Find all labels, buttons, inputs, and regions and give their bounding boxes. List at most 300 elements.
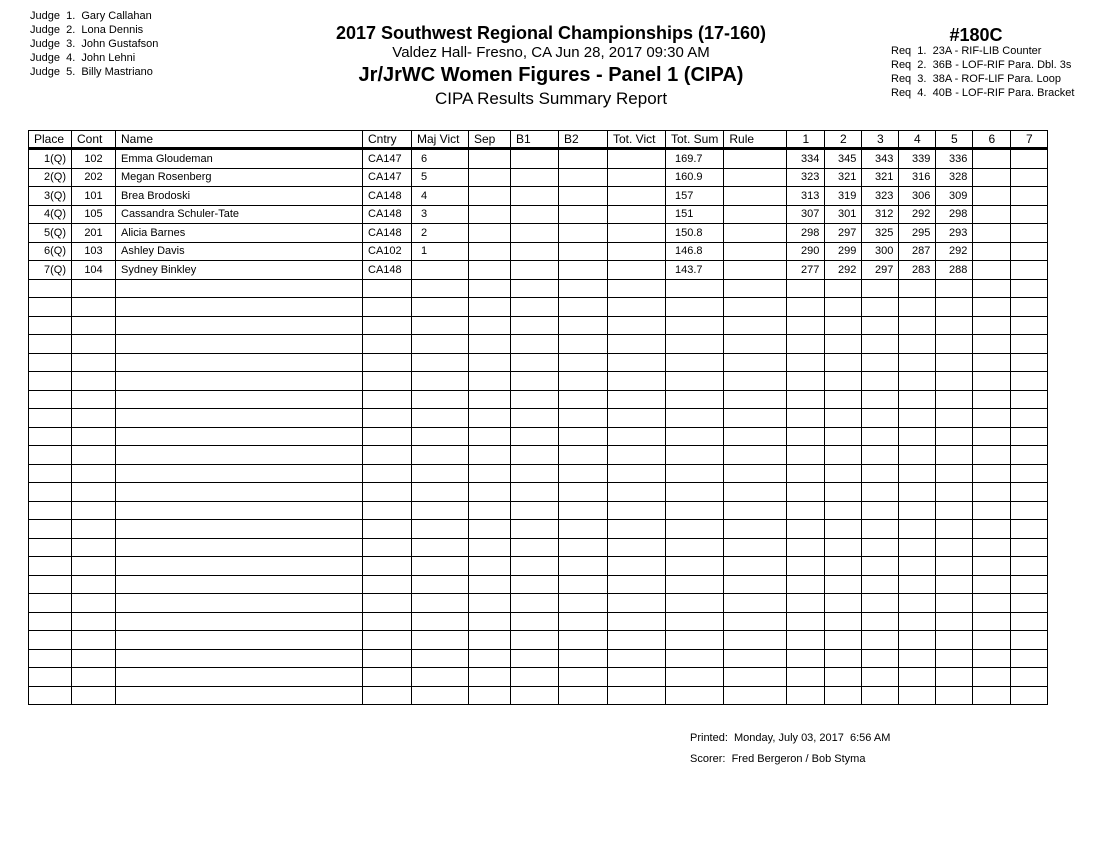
empty-cell [724,335,787,354]
empty-cell [116,668,363,687]
empty-cell [469,649,511,668]
cell-j6 [973,242,1011,261]
empty-cell [29,353,72,372]
empty-cell [363,298,412,317]
empty-cell [363,668,412,687]
empty-cell [666,538,724,557]
cell-j1: 290 [787,242,825,261]
empty-cell [116,316,363,335]
cell-j6 [973,168,1011,187]
empty-cell [862,483,899,502]
event-title: Jr/JrWC Women Figures - Panel 1 (CIPA) [358,64,744,86]
empty-cell [666,686,724,705]
empty-cell [72,612,116,631]
cell-b1 [511,261,559,280]
cell-b1 [511,224,559,243]
cell-j7 [1011,149,1048,169]
cell-j6 [973,261,1011,280]
cell-maj-vict: 1 [412,242,469,261]
cell-cont: 105 [72,205,116,224]
empty-cell [412,649,469,668]
cell-j1: 323 [787,168,825,187]
empty-cell [724,520,787,539]
col-tot-vict: Tot. Vict [608,131,666,149]
empty-cell [608,575,666,594]
empty-cell [116,298,363,317]
empty-cell [899,298,936,317]
empty-cell [511,612,559,631]
cell-j3: 312 [862,205,899,224]
empty-cell [559,557,608,576]
empty-cell [936,575,973,594]
empty-cell [899,446,936,465]
printed-date: Printed: Monday, July 03, 2017 6:56 AM [690,732,891,744]
empty-cell [666,390,724,409]
empty-table-row [29,575,1048,594]
report-footer [690,728,890,770]
empty-cell [787,316,825,335]
empty-cell [666,298,724,317]
cell-rule [724,187,787,206]
empty-cell [363,594,412,613]
empty-cell [116,612,363,631]
empty-cell [72,427,116,446]
empty-cell [787,483,825,502]
cell-b2 [559,242,608,261]
cell-j4: 316 [899,168,936,187]
empty-cell [862,501,899,520]
empty-cell [469,316,511,335]
empty-cell [973,446,1011,465]
empty-cell [412,575,469,594]
cell-name: Brea Brodoski [116,187,363,206]
empty-cell [1011,668,1048,687]
empty-cell [787,538,825,557]
empty-cell [787,298,825,317]
empty-cell [787,668,825,687]
empty-cell [363,316,412,335]
empty-cell [1011,353,1048,372]
cell-rule [724,168,787,187]
table-row [29,205,1048,224]
empty-table-row [29,649,1048,668]
empty-cell [72,446,116,465]
empty-cell [72,298,116,317]
empty-cell [724,298,787,317]
empty-cell [899,409,936,428]
empty-cell [724,631,787,650]
empty-cell [363,631,412,650]
empty-table-row [29,335,1048,354]
empty-cell [862,520,899,539]
empty-cell [412,520,469,539]
col-cont: Cont [72,131,116,149]
col-b2: B2 [559,131,608,149]
empty-cell [899,483,936,502]
empty-cell [666,427,724,446]
empty-table-row [29,686,1048,705]
empty-cell [825,501,862,520]
empty-cell [825,446,862,465]
empty-cell [825,335,862,354]
empty-cell [116,631,363,650]
empty-cell [72,390,116,409]
empty-cell [973,279,1011,298]
empty-cell [862,575,899,594]
empty-cell [862,390,899,409]
empty-cell [899,501,936,520]
empty-cell [936,409,973,428]
empty-cell [469,409,511,428]
empty-cell [825,649,862,668]
empty-table-row [29,483,1048,502]
empty-cell [899,372,936,391]
empty-cell [469,279,511,298]
cell-tot-sum: 143.7 [666,261,724,280]
empty-cell [973,631,1011,650]
col-judge-4: 4 [899,131,936,149]
empty-cell [608,316,666,335]
empty-cell [1011,631,1048,650]
empty-cell [936,483,973,502]
event-number: #180C [949,25,1003,45]
empty-cell [787,353,825,372]
empty-cell [511,316,559,335]
empty-cell [973,649,1011,668]
empty-cell [608,612,666,631]
empty-cell [787,446,825,465]
cell-cntry: CA147 [363,168,412,187]
cell-place: 5(Q) [29,224,72,243]
empty-cell [724,409,787,428]
empty-cell [116,427,363,446]
empty-cell [116,557,363,576]
empty-cell [1011,594,1048,613]
empty-cell [973,409,1011,428]
empty-cell [29,335,72,354]
empty-cell [559,612,608,631]
empty-cell [72,372,116,391]
empty-cell [825,353,862,372]
cell-tot-vict [608,224,666,243]
empty-cell [973,427,1011,446]
empty-cell [72,631,116,650]
empty-cell [116,594,363,613]
empty-cell [936,298,973,317]
empty-cell [936,631,973,650]
empty-cell [973,464,1011,483]
empty-cell [724,649,787,668]
empty-cell [412,501,469,520]
cell-j1: 313 [787,187,825,206]
empty-table-row [29,538,1048,557]
empty-cell [116,575,363,594]
cell-name: Sydney Binkley [116,261,363,280]
table-row [29,242,1048,261]
empty-cell [973,686,1011,705]
col-b1: B1 [511,131,559,149]
empty-cell [666,520,724,539]
empty-cell [29,686,72,705]
empty-cell [973,538,1011,557]
empty-cell [29,668,72,687]
col-judge-1: 1 [787,131,825,149]
empty-cell [973,520,1011,539]
empty-cell [825,483,862,502]
empty-table-row [29,427,1048,446]
empty-cell [363,557,412,576]
cell-name: Megan Rosenberg [116,168,363,187]
cell-place: 1(Q) [29,149,72,169]
empty-cell [973,668,1011,687]
empty-table-row [29,279,1048,298]
cell-j4: 283 [899,261,936,280]
empty-cell [1011,649,1048,668]
cell-j2: 299 [825,242,862,261]
cell-sep [469,187,511,206]
empty-cell [899,575,936,594]
empty-cell [825,279,862,298]
cell-tot-vict [608,261,666,280]
empty-cell [936,279,973,298]
empty-cell [511,279,559,298]
empty-cell [608,649,666,668]
col-judge-7: 7 [1011,131,1048,149]
cell-cont: 104 [72,261,116,280]
empty-cell [825,520,862,539]
empty-cell [724,353,787,372]
empty-cell [559,298,608,317]
cell-cntry: CA148 [363,224,412,243]
empty-cell [787,390,825,409]
empty-cell [511,409,559,428]
empty-cell [29,594,72,613]
empty-cell [363,649,412,668]
empty-cell [511,446,559,465]
empty-cell [29,409,72,428]
empty-cell [1011,446,1048,465]
empty-cell [899,464,936,483]
empty-cell [469,631,511,650]
empty-cell [469,575,511,594]
empty-cell [973,612,1011,631]
event-info [886,24,1100,100]
cell-j4: 295 [899,224,936,243]
empty-cell [469,501,511,520]
empty-cell [559,353,608,372]
empty-cell [29,538,72,557]
empty-cell [666,335,724,354]
empty-cell [116,279,363,298]
empty-cell [412,427,469,446]
col-cntry: Cntry [363,131,412,149]
cell-sep [469,149,511,169]
empty-cell [825,575,862,594]
empty-cell [936,501,973,520]
empty-cell [29,649,72,668]
empty-cell [29,298,72,317]
cell-j1: 277 [787,261,825,280]
cell-j1: 298 [787,224,825,243]
empty-cell [29,390,72,409]
empty-cell [469,390,511,409]
empty-cell [469,686,511,705]
empty-cell [608,390,666,409]
empty-cell [825,316,862,335]
empty-cell [936,316,973,335]
cell-sep [469,224,511,243]
empty-cell [559,631,608,650]
empty-cell [559,686,608,705]
empty-cell [412,372,469,391]
empty-cell [862,538,899,557]
table-header-row [29,131,1048,149]
cell-maj-vict: 3 [412,205,469,224]
col-maj-vict: Maj Vict [412,131,469,149]
cell-j2: 301 [825,205,862,224]
empty-cell [608,686,666,705]
cell-cont: 103 [72,242,116,261]
empty-cell [724,557,787,576]
empty-cell [936,372,973,391]
empty-cell [363,538,412,557]
empty-cell [787,520,825,539]
empty-cell [559,316,608,335]
empty-cell [787,612,825,631]
empty-cell [116,353,363,372]
empty-cell [412,686,469,705]
cell-b1 [511,149,559,169]
empty-cell [511,298,559,317]
empty-cell [469,557,511,576]
empty-cell [608,335,666,354]
cell-name: Alicia Barnes [116,224,363,243]
table-row [29,261,1048,280]
empty-cell [608,446,666,465]
empty-cell [608,557,666,576]
empty-cell [862,631,899,650]
cell-j5: 336 [936,149,973,169]
empty-cell [72,649,116,668]
empty-cell [787,464,825,483]
empty-cell [559,279,608,298]
empty-cell [1011,390,1048,409]
empty-cell [936,446,973,465]
empty-cell [936,335,973,354]
cell-j3: 343 [862,149,899,169]
empty-cell [724,501,787,520]
empty-cell [724,612,787,631]
cell-j2: 321 [825,168,862,187]
cell-j7 [1011,168,1048,187]
table-row [29,149,1048,169]
empty-cell [511,557,559,576]
empty-cell [724,390,787,409]
empty-cell [29,464,72,483]
empty-cell [666,631,724,650]
empty-cell [72,557,116,576]
cell-b2 [559,224,608,243]
empty-cell [72,409,116,428]
empty-cell [787,686,825,705]
empty-cell [363,483,412,502]
requirement-3: Req 3. 38A - ROF-LIF Para. Loop [891,73,1061,85]
empty-cell [412,483,469,502]
cell-maj-vict [412,261,469,280]
empty-cell [724,594,787,613]
empty-cell [899,335,936,354]
empty-cell [666,372,724,391]
empty-cell [724,464,787,483]
empty-cell [973,353,1011,372]
empty-cell [825,668,862,687]
cell-j3: 323 [862,187,899,206]
empty-table-row [29,501,1048,520]
empty-cell [825,538,862,557]
empty-cell [412,594,469,613]
cell-cont: 202 [72,168,116,187]
cell-j5: 298 [936,205,973,224]
empty-table-row [29,353,1048,372]
empty-cell [412,298,469,317]
empty-cell [469,464,511,483]
cell-b2 [559,187,608,206]
cell-rule [724,242,787,261]
empty-cell [511,631,559,650]
cell-place: 4(Q) [29,205,72,224]
empty-cell [72,538,116,557]
judge-1: Judge 1. Gary Callahan [30,10,152,22]
empty-cell [511,649,559,668]
empty-cell [973,316,1011,335]
results-table [28,130,1048,705]
cell-tot-sum: 146.8 [666,242,724,261]
empty-cell [936,649,973,668]
empty-cell [936,612,973,631]
cell-j2: 297 [825,224,862,243]
empty-table-row [29,612,1048,631]
empty-cell [787,427,825,446]
empty-cell [559,427,608,446]
table-row [29,224,1048,243]
empty-cell [412,335,469,354]
cell-rule [724,261,787,280]
empty-cell [825,686,862,705]
cell-j6 [973,224,1011,243]
cell-j3: 321 [862,168,899,187]
empty-cell [511,427,559,446]
empty-cell [936,668,973,687]
empty-cell [29,427,72,446]
empty-cell [559,501,608,520]
empty-cell [72,668,116,687]
empty-cell [825,390,862,409]
empty-cell [825,427,862,446]
empty-cell [862,612,899,631]
cell-b2 [559,261,608,280]
cell-j6 [973,205,1011,224]
empty-cell [862,335,899,354]
empty-cell [608,538,666,557]
empty-cell [899,520,936,539]
empty-cell [511,501,559,520]
empty-cell [29,631,72,650]
empty-cell [862,649,899,668]
cell-j7 [1011,187,1048,206]
venue-line: Valdez Hall- Fresno, CA Jun 28, 2017 09:30 AM [392,44,710,61]
empty-cell [363,335,412,354]
empty-cell [511,520,559,539]
